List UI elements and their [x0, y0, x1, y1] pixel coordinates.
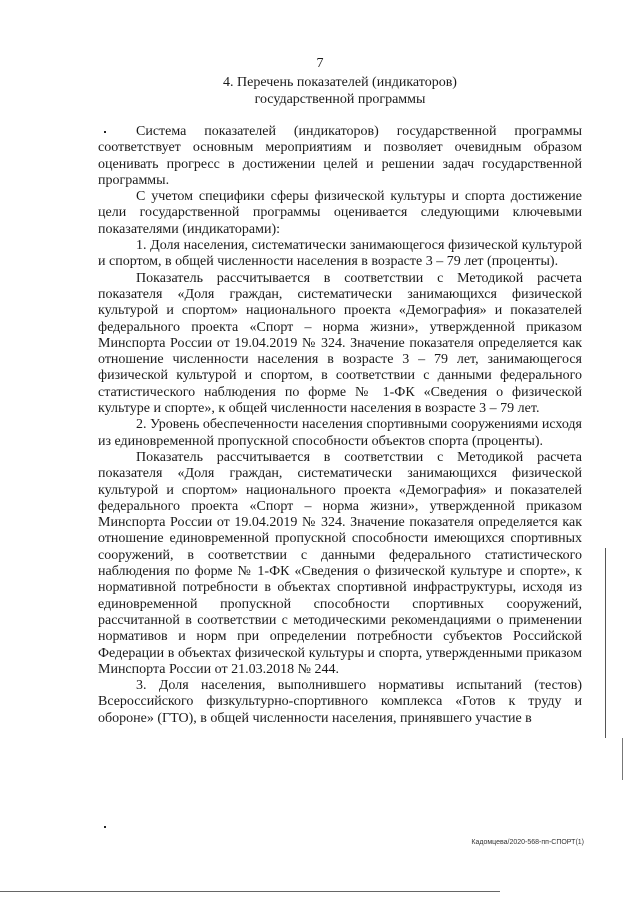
page-number: 7	[316, 56, 324, 71]
paragraph-indicator-2: 2. Уровень обеспеченности населения спортивными сооружениями исходя из единовременной пропускной способности объектов спорта (проценты).	[98, 417, 582, 449]
paragraph-indicator-2-method: Показатель рассчитывается в соответствии с Методикой расчета показателя «Доля граждан, систематически занимающихся физической культурой и спортом» национального проекта «Демография» и показателей федерального проекта «Спорт – норма жизни», утвержденной приказом Минспорта России от 19.04.2019 № 324. Значение показателя определяется как отношение единовременной пропускной способности имеющихся спортивных сооружений, в соответствии с данными федерального статистического наблюдения по форме № 1-ФК «Сведения о физической культуре и спорте», к нормативной потребности в объектах спортивной инфраструктуры, исходя из единовременной пропускной способности спортивных сооружений, рассчитанной в соответствии с методическими рекомендациями о применении нормативов и норм при определении потребности субъектов Российской Федерации в объектах физической культуры и спорта, утвержденными приказом Минспорта России от 21.03.2018 № 244.	[98, 449, 582, 677]
section-heading-line-2: государственной программы	[254, 92, 426, 107]
body-text	[98, 124, 582, 727]
section-heading-line-1: 4. Перечень показателей (индикаторов)	[223, 75, 457, 90]
scan-edge-line	[622, 738, 623, 780]
scan-speck	[104, 131, 106, 133]
paragraph-indicator-3: 3. Доля населения, выполнившего нормативы испытаний (тестов) Всероссийского физкультурно-спортивного комплекса «Готов к труду и обороне» (ГТО), в общей численности населения, принявшего участие в	[98, 678, 582, 726]
scan-speck	[104, 826, 106, 828]
paragraph-indicator-1: 1. Доля населения, систематически занимающегося физической культурой и спортом, в общей численности населения в возрасте 3 – 79 лет (проценты).	[98, 238, 582, 270]
paragraph-key-indicators-intro: С учетом специфики сферы физической культуры и спорта достижение цели государственной программы оценивается следующими ключевыми показателями (индикаторами):	[98, 189, 582, 237]
scan-bottom-edge-line	[0, 891, 500, 892]
footer-document-code: Кадомцева/2020-568-пп-СПОРТ(1)	[471, 839, 584, 846]
paragraph-indicator-1-method: Показатель рассчитывается в соответствии с Методикой расчета показателя «Доля граждан, систематически занимающихся физической культурой и спортом» национального проекта «Демография» и показателей федерального проекта «Спорт – норма жизни», утвержденной приказом Минспорта России от 19.04.2019 № 324. Значение показателя определяется как отношение численности населения в возрасте 3 – 79 лет, занимающегося физической культурой и спортом, в соответствии с данными федерального статистического наблюдения по форме № 1-ФК «Сведения о физической культуре и спорте», к общей численности населения в возрасте 3 – 79 лет.	[98, 270, 582, 417]
paragraph-system-of-indicators: Система показателей (индикаторов) государственной программы соответствует основным мероприятиям и позволяет очевидным образом оценивать прогресс в достижении целей и решении задач государственной программы.	[98, 124, 582, 188]
section-heading	[80, 74, 600, 108]
scan-edge-line	[605, 548, 606, 738]
